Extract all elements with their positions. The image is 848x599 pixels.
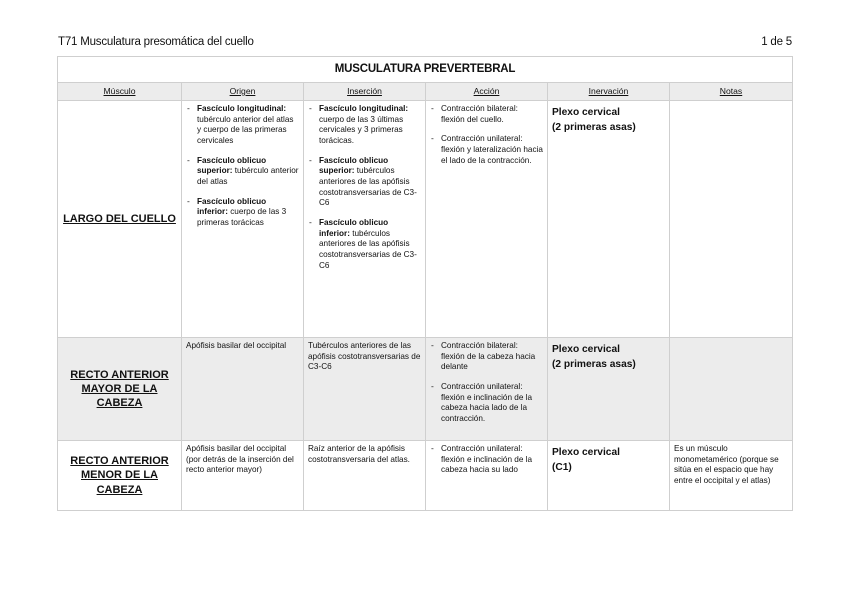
column-header-row	[58, 82, 793, 100]
page-header	[58, 36, 792, 48]
accion-cell	[426, 101, 548, 338]
table-row	[58, 338, 793, 441]
table-title: MUSCULATURA PREVERTEBRAL	[58, 57, 793, 83]
origen-cell	[182, 101, 304, 338]
col-header-accion: Acción	[426, 82, 548, 100]
accion-cell	[426, 441, 548, 511]
list-item: - Fascículo oblicuo inferior: cuerpo de las 3 primeras torácicas	[197, 197, 299, 229]
col-header-notas: Notas	[670, 82, 793, 100]
table-row	[58, 101, 793, 338]
col-header-origen: Origen	[182, 82, 304, 100]
list-item: - Fascículo oblicuo superior: tubérculo anterior del atlas	[197, 156, 299, 188]
musculature-table	[57, 56, 793, 511]
muscle-name: RECTO ANTERIOR MAYOR DE LA CABEZA	[58, 338, 182, 441]
table-row	[58, 441, 793, 511]
list-item: - Contracción unilateral: flexión y lateralización hacia el lado de la contracción.	[441, 134, 543, 166]
col-header-musculo: Músculo	[58, 82, 182, 100]
list-item: - Contracción unilateral: flexión e inclinación de la cabeza hacia lado de la contracción.	[441, 382, 543, 425]
list-item: - Contracción bilateral: flexión de la cabeza hacia delante	[441, 341, 543, 373]
col-header-insercion: Inserción	[304, 82, 426, 100]
notas-cell	[670, 338, 793, 441]
list-item: - Fascículo longitudinal: cuerpo de las 3 últimas cervicales y 3 primeras torácicas.	[319, 104, 421, 147]
insercion-cell	[304, 101, 426, 338]
list-item: - Fascículo longitudinal: tubérculo anterior del atlas y cuerpo de las primeras cervicales	[197, 104, 299, 147]
muscle-name: RECTO ANTERIOR MENOR DE LA CABEZA	[58, 441, 182, 511]
inervacion-cell: Plexo cervical (2 primeras asas)	[548, 338, 670, 441]
list-item: - Contracción unilateral: flexión e inclinación de la cabeza hacia su lado	[441, 444, 543, 476]
inervacion-cell: Plexo cervical (2 primeras asas)	[548, 101, 670, 338]
page-indicator: 1 de 5	[761, 36, 792, 48]
accion-cell	[426, 338, 548, 441]
list-item: - Fascículo oblicuo superior: tubérculos anteriores de las apófisis costotransversarias de C3-C6	[319, 156, 421, 209]
notas-cell: Es un músculo monometamérico (porque se sitúa en el espacio que hay entre el occipital y el atlas)	[670, 441, 793, 511]
origen-cell: Apófisis basilar del occipital (por detrás de la inserción del recto anterior mayor)	[182, 441, 304, 511]
insercion-cell: Tubérculos anteriores de las apófisis costotransversarias de C3-C6	[304, 338, 426, 441]
document-title: T71 Musculatura presomática del cuello	[58, 36, 254, 48]
list-item: - Fascículo oblicuo inferior: tubérculos anteriores de las apófisis costotransversarias de C3-C6	[319, 218, 421, 271]
insercion-cell: Raíz anterior de la apófisis costotransversaria del atlas.	[304, 441, 426, 511]
list-item: - Contracción bilateral: flexión del cuello.	[441, 104, 543, 125]
origen-cell: Apófisis basilar del occipital	[182, 338, 304, 441]
muscle-name: LARGO DEL CUELLO	[58, 101, 182, 338]
notas-cell	[670, 101, 793, 338]
inervacion-cell: Plexo cervical (C1)	[548, 441, 670, 511]
col-header-inervacion: Inervación	[548, 82, 670, 100]
